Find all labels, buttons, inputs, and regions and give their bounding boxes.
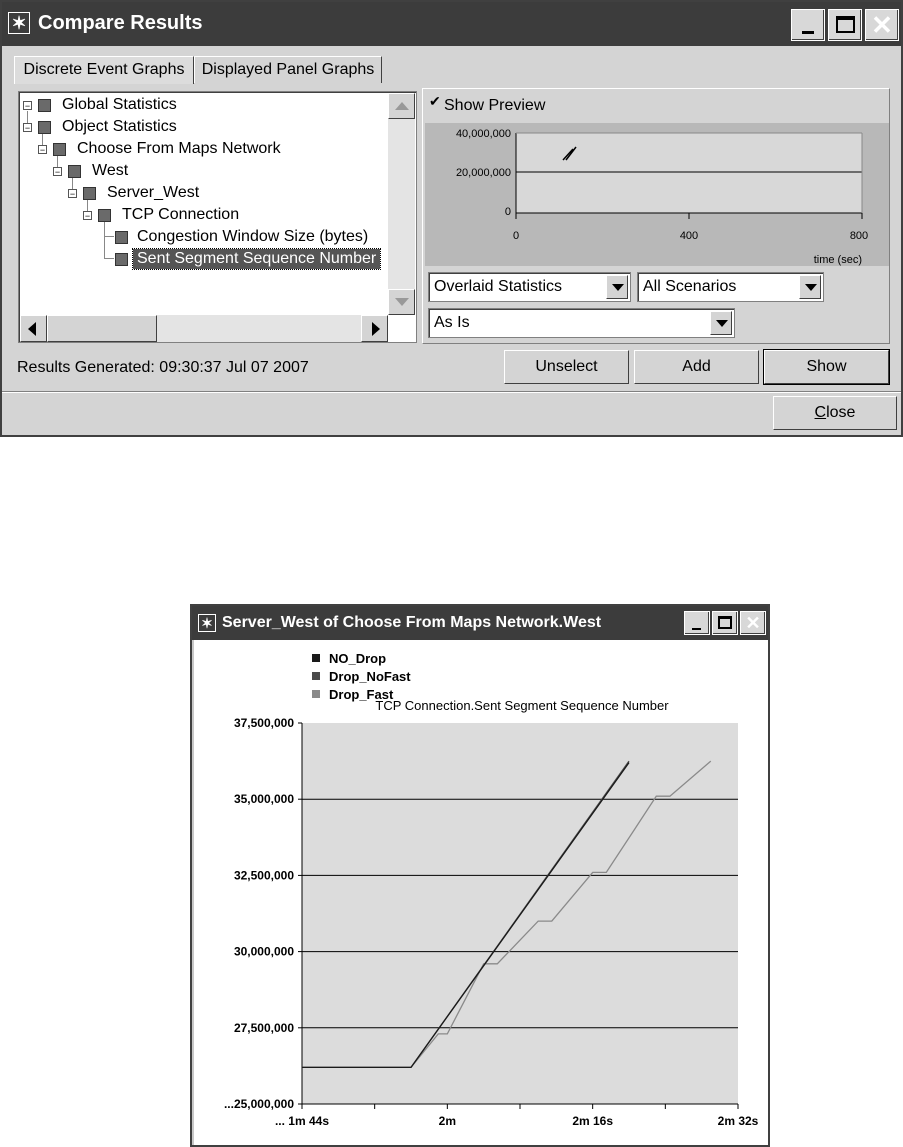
arrow-left-icon bbox=[28, 322, 36, 336]
graph-minimize-button[interactable] bbox=[684, 611, 710, 635]
legend-label: Drop_NoFast bbox=[329, 669, 411, 684]
app-star-icon: ✶ bbox=[8, 12, 30, 34]
show-preview-checkbox[interactable]: ✔ bbox=[429, 93, 441, 109]
tcp-icon bbox=[98, 209, 111, 222]
object-stats-icon bbox=[38, 121, 51, 134]
arrow-up-icon bbox=[395, 102, 409, 110]
chart-title: TCP Connection.Sent Segment Sequence Number bbox=[375, 698, 669, 713]
graph-window bbox=[190, 604, 770, 1147]
scroll-thumb[interactable] bbox=[47, 315, 157, 342]
tree-vertical-scrollbar[interactable] bbox=[388, 93, 415, 315]
maximize-icon bbox=[836, 16, 855, 33]
preview-chart bbox=[425, 123, 889, 266]
statistics-tree-panel bbox=[18, 91, 417, 343]
scroll-right-button[interactable] bbox=[361, 315, 388, 342]
arrow-right-icon bbox=[372, 322, 380, 336]
legend-label: NO_Drop bbox=[329, 651, 387, 666]
scroll-down-button[interactable] bbox=[388, 289, 415, 315]
preview-y-label-3: 0 bbox=[504, 206, 511, 218]
server-icon bbox=[83, 187, 96, 200]
close-icon: ✕ bbox=[871, 10, 893, 40]
expand-tcp-icon[interactable]: − bbox=[84, 211, 91, 221]
preview-panel bbox=[422, 88, 890, 344]
filter-dropdown[interactable] bbox=[428, 308, 735, 338]
y-tick-label: 27,500,000 bbox=[233, 1020, 294, 1035]
tree-item-sent-segment[interactable]: Sent Segment Sequence Number bbox=[133, 249, 380, 269]
x-tick-label: 2m 32s bbox=[717, 1114, 759, 1128]
x-tick-label: 2m 16s bbox=[572, 1114, 614, 1128]
compare-results-titlebar[interactable] bbox=[2, 2, 901, 46]
preview-x-label-3: 800 bbox=[849, 230, 869, 242]
tab-discrete-event-graphs[interactable]: Discrete Event Graphs bbox=[14, 56, 194, 84]
sequence-number-chart bbox=[194, 640, 766, 1145]
expand-west-icon[interactable]: − bbox=[54, 167, 61, 177]
graph-maximize-button[interactable] bbox=[712, 611, 738, 635]
legend-swatch bbox=[312, 690, 320, 698]
unselect-button[interactable]: Unselect bbox=[504, 350, 629, 384]
stat-icon bbox=[115, 231, 128, 244]
mode-dropdown[interactable] bbox=[428, 272, 631, 302]
add-button[interactable]: Add bbox=[634, 350, 759, 384]
maximize-button[interactable] bbox=[828, 9, 862, 41]
legend-swatch bbox=[312, 672, 320, 680]
scroll-left-button[interactable] bbox=[20, 315, 47, 342]
x-tick-label: 2m bbox=[438, 1114, 457, 1128]
chevron-down-icon[interactable] bbox=[799, 275, 821, 299]
close-button-label: lose bbox=[826, 404, 856, 421]
expand-global-icon[interactable]: − bbox=[24, 101, 31, 111]
separator bbox=[2, 391, 901, 393]
tree-item-object-statistics[interactable]: Object Statistics bbox=[62, 118, 177, 135]
y-tick-label: ...25,000,000 bbox=[223, 1097, 294, 1111]
window-title: Compare Results bbox=[38, 12, 203, 34]
scenarios-dropdown-value: All Scenarios bbox=[643, 278, 737, 295]
results-generated-status: Results Generated: 09:30:37 Jul 07 2007 bbox=[17, 359, 309, 376]
maximize-icon bbox=[718, 616, 732, 629]
expand-server-icon[interactable]: − bbox=[69, 189, 76, 199]
show-preview-label[interactable]: Show Preview bbox=[444, 97, 546, 114]
compare-results-window bbox=[0, 0, 903, 437]
tree-item-server-west[interactable]: Server_West bbox=[107, 184, 200, 201]
preview-x-unit: time (sec) bbox=[813, 254, 862, 266]
tree-item-global-statistics[interactable]: Global Statistics bbox=[62, 96, 177, 113]
network-icon bbox=[53, 143, 66, 156]
scroll-up-button[interactable] bbox=[388, 93, 415, 119]
expand-object-icon[interactable]: − bbox=[24, 123, 31, 133]
y-tick-label: 35,000,000 bbox=[233, 792, 294, 807]
global-stats-icon bbox=[38, 99, 51, 112]
preview-x-label-1: 0 bbox=[512, 230, 520, 242]
minimize-icon bbox=[692, 628, 701, 630]
y-tick-label: 37,500,000 bbox=[233, 716, 294, 730]
close-window-button[interactable] bbox=[865, 9, 899, 41]
y-tick-label: 32,500,000 bbox=[233, 868, 294, 883]
legend-swatch bbox=[312, 654, 320, 662]
filter-dropdown-value: As Is bbox=[434, 314, 470, 331]
tree-horizontal-scrollbar[interactable] bbox=[20, 315, 388, 342]
close-icon: ✕ bbox=[745, 613, 761, 633]
close-button[interactable] bbox=[773, 396, 897, 430]
show-button[interactable]: Show bbox=[764, 350, 889, 384]
tree-item-tcp-connection[interactable]: TCP Connection bbox=[122, 206, 240, 223]
scenarios-dropdown[interactable] bbox=[637, 272, 824, 302]
close-button-mnemonic: C bbox=[814, 404, 827, 421]
tree-item-network[interactable]: Choose From Maps Network bbox=[77, 140, 281, 157]
preview-y-label-1: 40,000,000 bbox=[455, 128, 511, 140]
tree-item-congestion-window[interactable]: Congestion Window Size (bytes) bbox=[137, 228, 369, 245]
x-tick-label: ... 1m 44s bbox=[274, 1114, 330, 1128]
tab-displayed-panel-graphs[interactable]: Displayed Panel Graphs bbox=[194, 56, 382, 83]
graph-titlebar[interactable] bbox=[192, 606, 768, 640]
graph-window-title: Server_West of Choose From Maps Network.West bbox=[222, 614, 602, 631]
app-star-icon: ✶ bbox=[198, 614, 216, 632]
chevron-down-icon[interactable] bbox=[606, 275, 628, 299]
minimize-icon bbox=[802, 31, 814, 34]
minimize-button[interactable] bbox=[791, 9, 825, 41]
legend-label: Drop_Fast bbox=[329, 687, 394, 702]
preview-y-label-2: 20,000,000 bbox=[455, 167, 511, 179]
y-tick-label: 30,000,000 bbox=[233, 944, 294, 959]
preview-x-label-2: 400 bbox=[679, 230, 699, 242]
graph-close-button[interactable] bbox=[740, 611, 766, 635]
mode-dropdown-value: Overlaid Statistics bbox=[434, 278, 563, 295]
tree-item-west[interactable]: West bbox=[92, 162, 129, 179]
stat-checked-icon bbox=[115, 253, 128, 266]
chevron-down-icon[interactable] bbox=[710, 311, 732, 335]
arrow-down-icon bbox=[395, 298, 409, 306]
west-icon bbox=[68, 165, 81, 178]
expand-network-icon[interactable]: − bbox=[39, 145, 46, 155]
